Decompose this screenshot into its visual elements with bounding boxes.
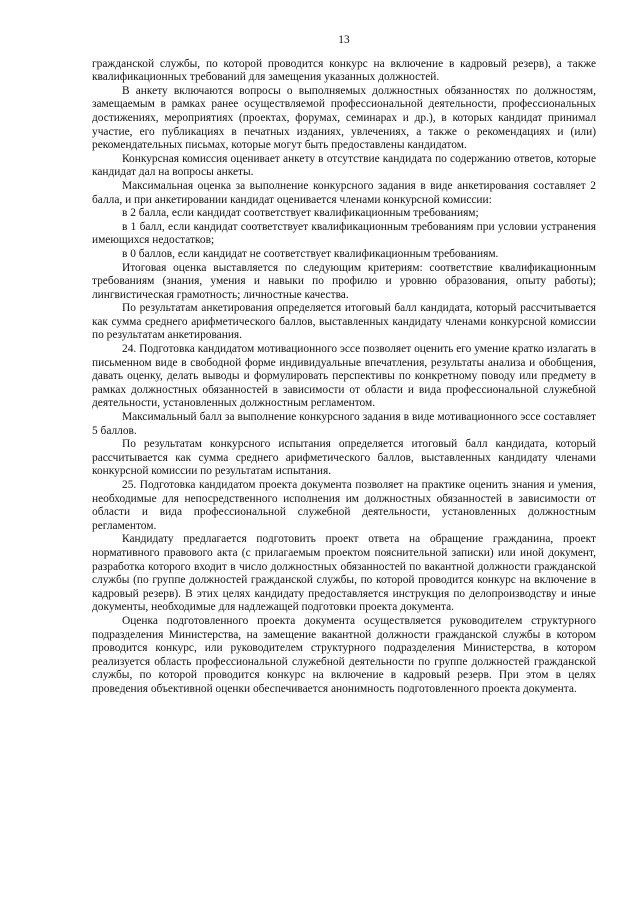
paragraph: Конкурсная комиссия оценивает анкету в отсутствие кандидата по содержанию ответов, которые кандидат дал на вопросы анкеты. [92, 152, 596, 179]
paragraph: Максимальная оценка за выполнение конкурсного задания в виде анкетирования составляет 2 балла, и при анкетировании кандидат оценивается членами конкурсной комиссии: [92, 179, 596, 206]
paragraph: 25. Подготовка кандидатом проекта документа позволяет на практике оценить знания и умения, необходимые для непосредственного исполнения им должностных обязанностей в зависимости от области и вида профессиональной служебной деятельности, установленных должностным регламентом. [92, 479, 596, 532]
paragraph: В анкету включаются вопросы о выполняемых должностных обязанностях по должностям, замещаемым в рамках ранее осуществляемой профессиональной деятельности, профессиональных достижениях, мероприятиях (проектах, форумах, семинарах и др.), в которых кандидат принимал участие, его публикациях в печатных изданиях, увлечениях, а также о рекомендациях и (или) рекомендательных письмах, которые могут быть предоставлены кандидатом. [92, 84, 596, 152]
paragraph: По результатам конкурсного испытания определяется итоговый балл кандидата, который рассчитывается как сумма среднего арифметического баллов, выставленных кандидату членами конкурсной комиссии по результатам испытания. [92, 438, 596, 478]
paragraph: Итоговая оценка выставляется по следующим критериям: соответствие квалификационным требованиям (знания, умения и навыки по профилю и уровню образования, опыту работы); лингвистическая грамотность; личностные качества. [92, 261, 596, 301]
paragraph: в 2 балла, если кандидат соответствует квалификационным требованиям; [122, 207, 479, 220]
paragraph: в 1 балл, если кандидат соответствует квалификационным требованиям при условии устранения имеющихся недостатков; [92, 220, 596, 247]
paragraph: в 0 баллов, если кандидат не соответствует квалификационным требованиям. [122, 247, 499, 260]
paragraph: Кандидату предлагается подготовить проект ответа на обращение гражданина, проект нормативного правового акта (с прилагаемым проектом пояснительной записки) или иной документ, разработка которого входит в число должностных обязанностей по вакантной должности гражданской службы (по группе должностей гражданской службы, по которой проводится конкурс на включение в кадровый резерв). В этих целях кандидату предоставляется инструкция по делопроизводству и иные документы, необходимые для надлежащей подготовки проекта документа. [92, 533, 596, 614]
paragraph: 24. Подготовка кандидатом мотивационного эссе позволяет оценить его умение кратко излагать в письменном виде в свободной форме индивидуальные впечатления, результаты анализа и обобщения, давать оценку, делать выводы и формулировать перспективы по конкретному поводу или предмету в рамках должностных обязанностей в зависимости от области и вида профессиональной служебной деятельности, установленных должностным регламентом. [92, 343, 596, 410]
paragraph: Максимальный балл за выполнение конкурсного задания в виде мотивационного эссе составляет 5 баллов. [92, 411, 596, 437]
page-number: 13 [338, 34, 350, 46]
paragraph: Оценка подготовленного проекта документа осуществляется руководителем структурного подразделения Министерства, на замещение вакантной должности гражданской службы в котором проводится конкурс, или руководителем структурного подразделения Министерства, в котором реализуется область профессиональной служебной деятельности по группе должностей гражданской службы, по которой проводится конкурс на включение в кадровый резерв. При этом в целях проведения объективной оценки обеспечивается анонимность подготовленного проекта документа. [92, 614, 596, 695]
document-body [92, 58, 596, 697]
paragraph: гражданской службы, по которой проводится конкурс на включение в кадровый резерв), а также квалификационных требований для замещения указанных должностей. [92, 57, 596, 84]
paragraph: По результатам анкетирования определяется итоговый балл кандидата, который рассчитывается как сумма среднего арифметического баллов, выставленных кандидату членами конкурсной комиссии по результатам анкетирования. [92, 302, 596, 342]
